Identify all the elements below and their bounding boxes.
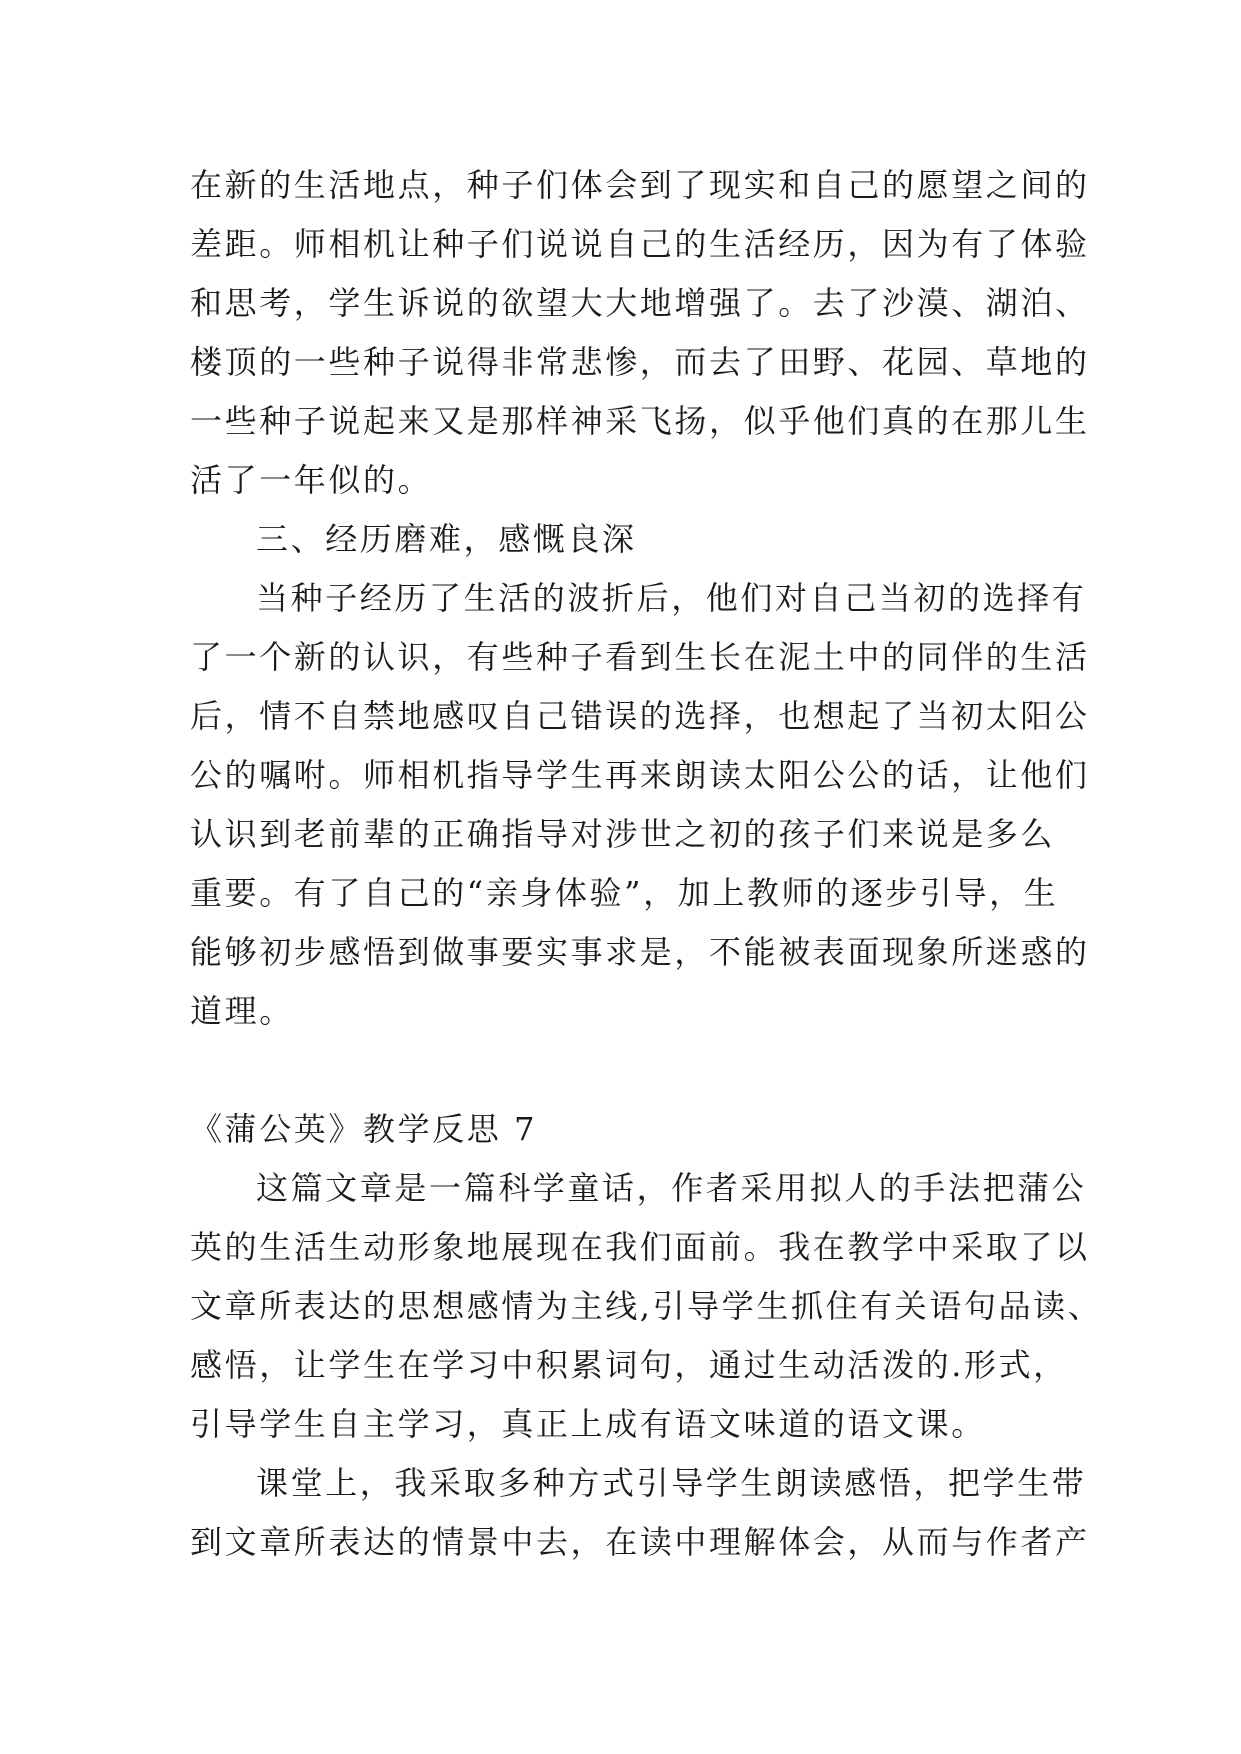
paragraph-line: 重要。有了自己的“亲身体验”，加上教师的逐步引导，生: [190, 874, 1059, 912]
paragraph-line: 英的生活生动形象地展现在我们面前。我在教学中采取了以: [190, 1228, 1090, 1266]
paragraph-line: 文章所表达的思想感情为主线,引导学生抓住有关语句品读、: [190, 1287, 1103, 1325]
paragraph-line: 公的嘱咐。师相机指导学生再来朗读太阳公公的话，让他们: [190, 756, 1090, 794]
paragraph-line: 差距。师相机让种子们说说自己的生活经历，因为有了体验: [190, 225, 1090, 263]
paragraph-line: 楼顶的一些种子说得非常悲惨，而去了田野、花园、草地的: [190, 343, 1090, 381]
paragraph-line: 在新的生活地点，种子们体会到了现实和自己的愿望之间的: [190, 166, 1090, 204]
paragraph-line: 能够初步感悟到做事要实事求是，不能被表面现象所迷惑的: [190, 933, 1090, 971]
paragraph-line: 当种子经历了生活的波折后，他们对自己当初的选择有: [256, 579, 1087, 617]
paragraph-line: 认识到老前辈的正确指导对涉世之初的孩子们来说是多么: [190, 815, 1056, 853]
paragraph-line: 感悟，让学生在学习中积累词句，通过生动活泼的.形式，: [190, 1346, 1068, 1384]
paragraph-line: 到文章所表达的情景中去，在读中理解体会，从而与作者产: [190, 1523, 1090, 1561]
paragraph-line: 这篇文章是一篇科学童话，作者采用拟人的手法把蒲公: [256, 1169, 1087, 1207]
section-heading: 三、经历磨难，感慨良深: [256, 520, 637, 558]
paragraph-line: 一些种子说起来又是那样神采飞扬，似乎他们真的在那儿生: [190, 402, 1090, 440]
paragraph-line: 引导学生自主学习，真正上成有语文味道的语文课。: [190, 1405, 986, 1443]
paragraph-line: 课堂上，我采取多种方式引导学生朗读感悟，把学生带: [256, 1464, 1087, 1502]
paragraph-line: 和思考，学生诉说的欲望大大地增强了。去了沙漠、湖泊、: [190, 284, 1090, 322]
paragraph-line: 后，情不自禁地感叹自己错误的选择，也想起了当初太阳公: [190, 697, 1090, 735]
article-title: 《蒲公英》教学反思 7: [190, 1110, 538, 1148]
paragraph-line: 道理。: [190, 992, 294, 1030]
paragraph-line: 了一个新的认识，有些种子看到生长在泥土中的同伴的生活: [190, 638, 1090, 676]
paragraph-line: 活了一年似的。: [190, 461, 433, 499]
